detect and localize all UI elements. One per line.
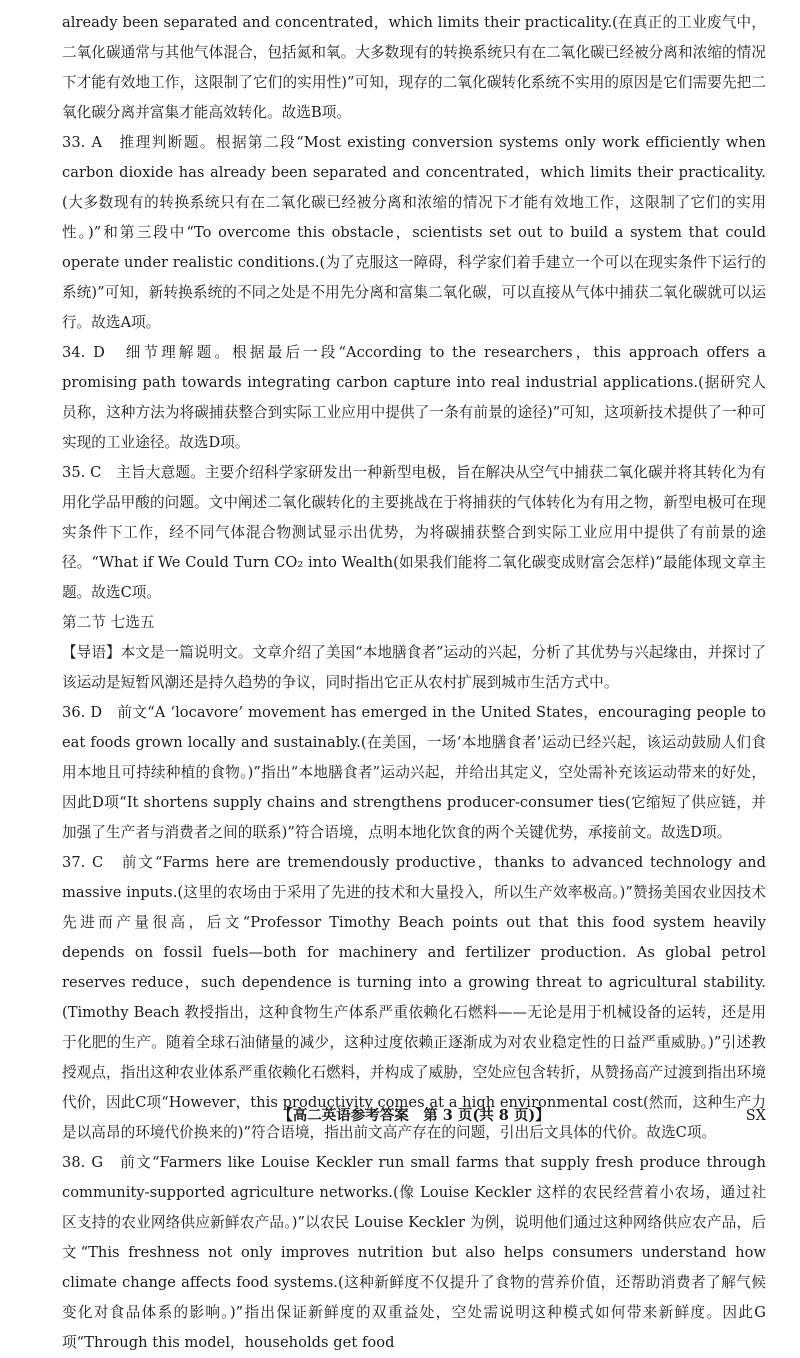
answer-explanations: [62, 8, 766, 1358]
paragraph-q36: 36. D 前文“A ‘locavore’ movement has emerged in the United States，encouraging people to eat foods grown locally and sustainably.(在美国，一场‘本地膳食者’运动已经兴起，该运动鼓励人们食用本地且可持续种植的食物。)”指出“本地膳食者”运动兴起，并给出其定义，空处需补充该运动带来的好处，因此D项“It shortens supply chains and strengthens producer-consumer ties(它缩短了供应链，并加强了生产者与消费者之间的联系)”符合语境，点明本地化饮食的两个关键优势，承接前文。故选D项。: [62, 704, 766, 841]
paragraph-q34: 34. D 细节理解题。根据最后一段“According to the researchers，this approach offers a promising path towards integrating carbon capture into real industrial applications.(据研究人员称，这种方法为将碳捕获整合到实际工业应用中提供了一条有前景的途径)”可知，这项新技术提供了一种可实现的工业途径。故选D项。: [62, 344, 766, 451]
paragraph-q33: 33. A 推理判断题。根据第二段“Most existing conversion systems only work efficiently when carbon dioxide has already been separated and concentrated，which limits their practicality.(大多数现有的转换系统只有在二氧化碳已经被分离和浓缩的情况下才能有效地工作，这限制了它们的实用性。)”和第三段中“To overcome this obstacle，scientists set out to build a system that could operate under realistic conditions.(为了克服这一障碍，科学家们着手建立一个可以在现实条件下运行的系统)”可知，新转换系统的不同之处是不用先分离和富集二氧化碳，可以直接从气体中捕获二氧化碳就可以运行。故选A项。: [62, 134, 766, 331]
section-heading: 第二节 七选五: [62, 614, 155, 631]
paragraph-q35: 35. C 主旨大意题。主要介绍科学家研发出一种新型电极，旨在解决从空气中捕获二氧化碳并将其转化为有用化学品甲酸的问题。文中阐述二氧化碳转化的主要挑战在于将捕获的气体转化为有用之物，新型电极可在现实条件下工作，经不同气体混合物测试显示出优势，为将碳捕获整合到实际工业应用中提供了有前景的途径。“What if We Could Turn CO₂ into Wealth(如果我们能将二氧化碳变成财富会怎样)”最能体现文章主题。故选C项。: [62, 464, 766, 601]
footer-region-code: SX: [745, 1108, 766, 1124]
paragraph-q32-continued: already been separated and concentrated，which limits their practicality.(在真正的工业废气中，二氧化碳通常与其他气体混合，包括氮和氧。大多数现有的转换系统只有在二氧化碳已经被分离和浓缩的情况下才能有效地工作，这限制了它们的实用性)”可知，现存的二氧化碳转化系统不实用的原因是它们需要先把二氧化碳分离并富集才能高效转化。故选B项。: [62, 14, 766, 121]
paragraph-q38: 38. G 前文“Farmers like Louise Keckler run small farms that supply fresh produce through community-supported agriculture networks.(像 Louise Keckler 这样的农民经营着小农场，通过社区支持的农业网络供应新鲜农产品。)”以农民 Louise Keckler 为例，说明他们通过这种网络供应农产品，后文“This freshness not only improves nutrition but also helps consumers understand how climate change affects food systems.(这种新鲜度不仅提升了食物的营养价值，还帮助消费者了解气候变化对食品体系的影响。)”指出保证新鲜度的双重益处，空处需说明这种模式如何带来新鲜度。因此G项“Through this model，households get food: [62, 1154, 766, 1351]
paragraph-q37: 37. C 前文“Farms here are tremendously productive，thanks to advanced technology and massive inputs.(这里的农场由于采用了先进的技术和大量投入，所以生产效率极高。)”赞扬美国农业因技术先进而产量很高，后文“Professor Timothy Beach points out that this food system heavily depends on fossil fuels—both for machinery and fertilizer production. As global petrol reserves reduce，such dependence is turning into a growing threat to agricultural stability.(Timothy Beach 教授指出，这种食物生产体系严重依赖化石燃料——无论是用于机械设备的运转，还是用于化肥的生产。随着全球石油储量的减少，这种过度依赖正逐渐成为对农业稳定性的日益严重威胁。)”引述教授观点，指出这种农业体系严重依赖化石燃料，并构成了威胁，空处应包含转折，从赞扬高产过渡到指出环境代价，因此C项“However，this productivity comes at a high environmental cost(然而，这种生产力是以高昂的环境代价换来的)”符合语境，指出前文高产存在的问题，引出后文具体的代价。故选C项。: [62, 854, 766, 1141]
guide-paragraph: 【导语】本文是一篇说明文。文章介绍了美国“本地膳食者”运动的兴起，分析了其优势与兴起缘由，并探讨了该运动是短暂风潮还是持久趋势的争议，同时指出它正从农村扩展到城市生活方式中。: [62, 644, 766, 691]
page-footer: [62, 1102, 766, 1130]
footer-page-label: 【高二英语参考答案 第 3 页(共 8 页)】: [278, 1107, 550, 1124]
